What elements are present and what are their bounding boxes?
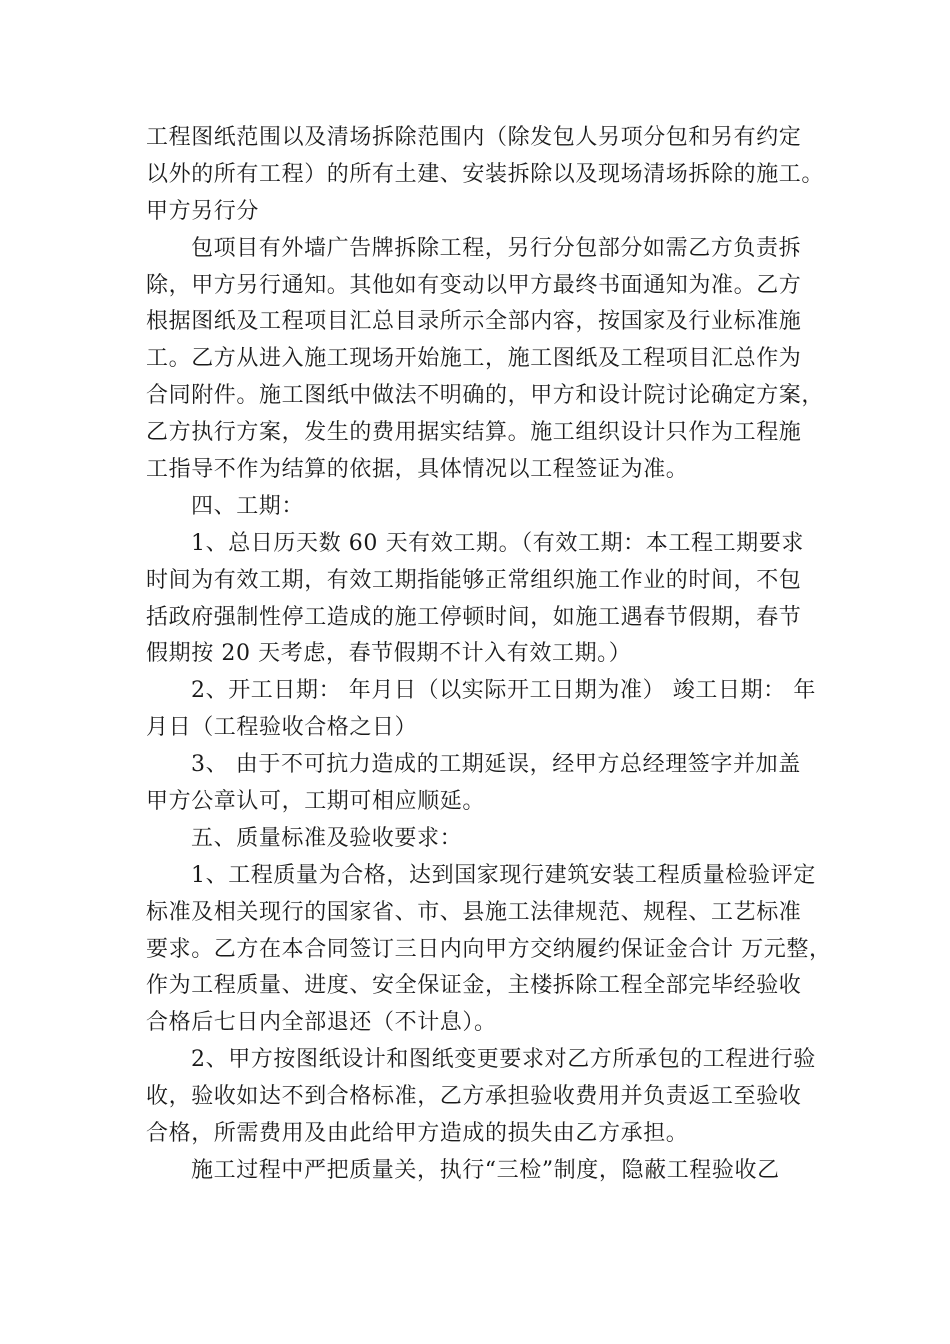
text-line: 甲方另行分 <box>146 198 260 224</box>
section-heading: 四、工期： <box>191 493 305 519</box>
text-line: 工程图纸范围以及清场拆除范围内（除发包人另项分包和另有约定 <box>146 125 802 150</box>
document-body <box>146 120 832 1190</box>
text-line: 乙方执行方案，发生的费用据实结算。施工组织设计只作为工程施 <box>146 420 802 446</box>
section-heading: 五、质量标准及验收要求： <box>191 825 463 851</box>
text-line: 作为工程质量、进度、安全保证金，主楼拆除工程全部完毕经验收 <box>146 973 802 999</box>
text-line: 合同附件。施工图纸中做法不明确的，甲方和设计院讨论确定方案， <box>146 383 825 409</box>
text-line: 3、 由于不可抗力造成的工期延误，经甲方总经理签字并加盖 <box>191 752 801 778</box>
text-line: 要求。乙方在本合同签订三日内向甲方交纳履约保证金合计 万元整， <box>146 936 832 962</box>
text-line: 标准及相关现行的国家省、市、县施工法律规范、规程、工艺标准 <box>146 899 802 925</box>
text-line: 除，甲方另行通知。其他如有变动以甲方最终书面通知为准。乙方 <box>146 272 802 298</box>
text-line: 施工过程中严把质量关，执行“三检”制度，隐蔽工程验收乙 <box>191 1157 780 1183</box>
text-line: 1、工程质量为合格，达到国家现行建筑安装工程质量检验评定 <box>191 862 816 888</box>
text-line: 工。乙方从进入施工现场开始施工，施工图纸及工程项目汇总作为 <box>146 346 802 372</box>
text-line: 假期按 20 天考虑，春节假期不计入有效工期。） <box>146 641 632 667</box>
text-line: 月日（工程验收合格之日） <box>146 715 418 741</box>
text-line: 时间为有效工期，有效工期指能够正常组织施工作业的时间，不包 <box>146 567 802 593</box>
text-line: 2、甲方按图纸设计和图纸变更要求对乙方所承包的工程进行验 <box>191 1047 816 1073</box>
text-line: 根据图纸及工程项目汇总目录所示全部内容，按国家及行业标准施 <box>146 309 802 335</box>
text-line: 以外的所有工程）的所有土建、安装拆除以及现场清场拆除的施工。 <box>146 161 825 187</box>
text-line: 2、开工日期： 年月日（以实际开工日期为准） 竣工日期： 年 <box>191 678 816 704</box>
text-line: 甲方公章认可，工期可相应顺延。 <box>146 789 486 815</box>
text-line: 包项目有外墙广告牌拆除工程，另行分包部分如需乙方负责拆 <box>191 235 802 261</box>
text-line: 括政府强制性停工造成的施工停顿时间，如施工遇春节假期，春节 <box>146 604 802 630</box>
text-line: 合格后七日内全部退还（不计息）。 <box>146 1010 497 1036</box>
text-line: 合格，所需费用及由此给甲方造成的损失由乙方承担。 <box>146 1121 689 1147</box>
text-line: 1、总日历天数 60 天有效工期。（有效工期：本工程工期要求 <box>191 530 804 556</box>
text-line: 收，验收如达不到合格标准，乙方承担验收费用并负责返工至验收 <box>146 1084 802 1110</box>
text-line: 工指导不作为结算的依据，具体情况以工程签证为准。 <box>146 457 689 483</box>
